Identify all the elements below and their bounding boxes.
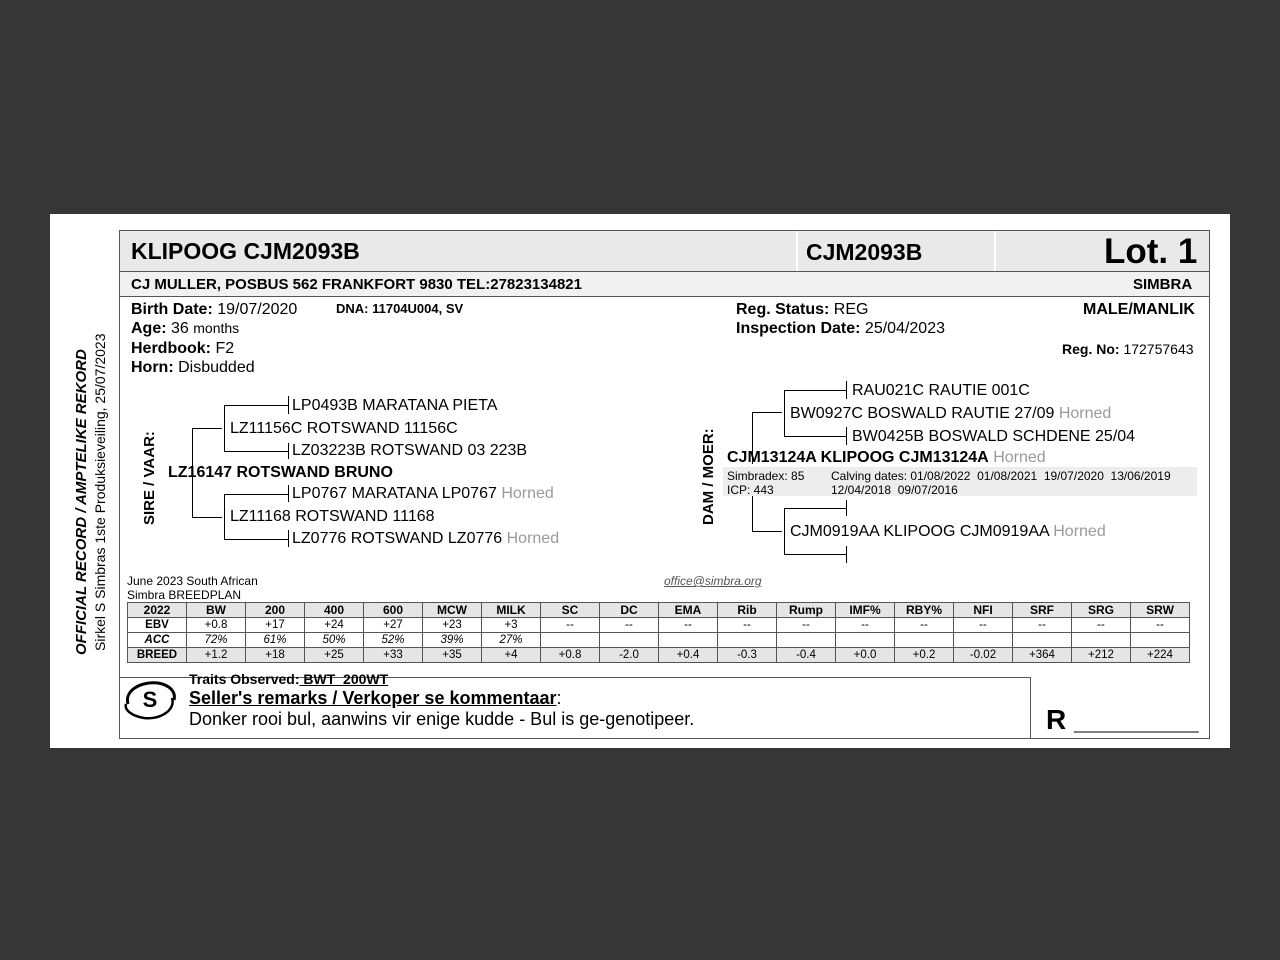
horned-note: Horned (501, 485, 554, 502)
sire-dam-tick (288, 443, 289, 459)
horned-note: Horned (1058, 405, 1112, 422)
reg-no-value: 172757643 (1123, 341, 1194, 357)
reg-status (736, 301, 868, 319)
dna-info: DNA: 11704U004, SV (336, 301, 464, 316)
logo-letter: S (142, 687, 158, 712)
dam-sire-sire-tick (846, 381, 847, 399)
breed-row (128, 648, 1190, 663)
reg-status-value: REG (833, 301, 869, 318)
ebv-cell: EBV (128, 618, 187, 633)
ebv-header-cell: SRG (1072, 603, 1131, 618)
ebv-cell: -- (541, 618, 600, 633)
age-unit: months (193, 320, 240, 336)
horned-note: Horned (1053, 523, 1106, 540)
acc-cell (777, 633, 836, 648)
ebv-cell: -- (836, 618, 895, 633)
dam-sire-sire: RAU021C RAUTIE 001C (852, 382, 1030, 399)
sire-sire-parent: LZ11156C ROTSWAND 11156C (230, 420, 458, 437)
inspection-date (736, 320, 945, 338)
ebv-header-cell: MCW (423, 603, 482, 618)
ebv-header-cell: 400 (305, 603, 364, 618)
reg-status-label: Reg. Status: (736, 301, 830, 318)
ebv-header-cell: RBY% (895, 603, 954, 618)
traits-label: Traits Observed: (189, 671, 300, 687)
breed-name: SIMBRA (1133, 276, 1193, 293)
dam-sire-tick (288, 485, 289, 502)
sex: MALE/MANLIK (1083, 301, 1195, 318)
dam-name-text: CJM13124A KLIPOOG CJM13124A (727, 449, 989, 466)
acc-cell: ACC (128, 633, 187, 648)
acc-row (128, 633, 1190, 648)
ebv-cell: +27 (364, 618, 423, 633)
breed-cell: -2.0 (600, 648, 659, 663)
sire-name: LZ16147 ROTSWAND BRUNO (168, 464, 393, 481)
price-box-divider (1030, 677, 1031, 738)
animal-id: CJM2093B (806, 239, 923, 265)
ebv-header-cell: SRF (1013, 603, 1072, 618)
birth-date-value: 19/07/2020 (217, 301, 298, 318)
icp: ICP: 443 (727, 483, 774, 497)
sire-bracket-bottom (192, 517, 222, 518)
dam-sire-dam-tick (846, 427, 847, 445)
sire-bracket-top (192, 428, 222, 429)
sire-label: SIRE / VAAR: (141, 431, 158, 525)
ebv-cell: -- (1013, 618, 1072, 633)
acc-cell (600, 633, 659, 648)
sire-dam-bracket (224, 494, 225, 540)
dam-sire-bracket (784, 390, 785, 436)
acc-cell (541, 633, 600, 648)
ebv-header-cell: SC (541, 603, 600, 618)
acc-cell: 27% (482, 633, 541, 648)
sire-dam-dam (292, 530, 559, 548)
lot-number: Lot. 1 (1104, 232, 1198, 271)
acc-cell (659, 633, 718, 648)
calving-dates-cont: 12/04/2018 09/07/2016 (831, 483, 958, 497)
ebv-table (127, 602, 1190, 663)
ebv-header-cell: MILK (482, 603, 541, 618)
ebv-header-cell: Rump (777, 603, 836, 618)
sire-sire-bracket-top (224, 405, 288, 406)
dam-bracket-lower (752, 496, 753, 532)
dam-dam-bracket-top (784, 508, 847, 509)
ebv-header-cell: 2022 (128, 603, 187, 618)
herdbook-value: F2 (215, 340, 235, 357)
sire-dam-sire (292, 485, 554, 503)
acc-cell: 39% (423, 633, 482, 648)
dam-bracket-bottom (752, 531, 782, 532)
price-field[interactable]: R ________ (1046, 704, 1199, 735)
breed-cell: +0.0 (836, 648, 895, 663)
dam-dam-bracket-bottom (784, 554, 847, 555)
official-record-label: OFFICIAL RECORD / AMPTELIKE REKORD (73, 349, 90, 655)
sirkel-s-logo-icon (120, 678, 180, 722)
sire-dam-bracket-bottom (224, 539, 288, 540)
birth-date (131, 301, 297, 319)
ebv-cell: +24 (305, 618, 364, 633)
acc-cell (1072, 633, 1131, 648)
acc-cell (954, 633, 1013, 648)
remarks-heading-text: Seller's remarks / Verkoper se kommentaar (189, 688, 557, 708)
breed-cell: +0.4 (659, 648, 718, 663)
dam-dam-sire-tick (846, 500, 847, 516)
ebv-header-cell: NFI (954, 603, 1013, 618)
remarks-heading-colon: : (556, 688, 562, 708)
ebv-header-row (128, 603, 1190, 618)
ebv-header-cell: SRW (1131, 603, 1190, 618)
ebv-cell: -- (895, 618, 954, 633)
horned-note: Horned (993, 449, 1046, 466)
horned-note: Horned (506, 530, 560, 547)
horn-label: Horn: (131, 359, 174, 376)
acc-cell: 50% (305, 633, 364, 648)
dam-sire-name: BW0927C BOSWALD RAUTIE 27/09 (790, 405, 1055, 422)
ebv-cell: -- (600, 618, 659, 633)
sire-dam-bracket-top (224, 494, 288, 495)
breeder-contact: CJ MULLER, POSBUS 562 FRANKFORT 9830 TEL:27823134821 (131, 276, 582, 293)
dam-bracket-top (752, 412, 782, 413)
ebv-cell: +0.8 (187, 618, 246, 633)
breed-cell: +224 (1131, 648, 1190, 663)
sire-sire-dam: LZ03223B ROTSWAND 03 223B (292, 442, 528, 459)
breed-cell: +1.2 (187, 648, 246, 663)
herdbook-label: Herdbook: (131, 340, 211, 357)
ebv-cell: -- (718, 618, 777, 633)
ebv-cell: +17 (246, 618, 305, 633)
ebv-cell: -- (1072, 618, 1131, 633)
acc-cell (836, 633, 895, 648)
dam-dam (790, 523, 1106, 541)
sire-sire-name: LP0493B MARATANA PIETA (292, 397, 498, 414)
breed-cell: +212 (1072, 648, 1131, 663)
age-value: 36 (171, 320, 189, 337)
ebv-header-cell: EMA (659, 603, 718, 618)
traits-value: BWT 200WT (299, 671, 389, 687)
traits-observed (189, 671, 388, 687)
reg-no-label: Reg. No: (1062, 341, 1120, 357)
breed-cell: +18 (246, 648, 305, 663)
horn-value: Disbudded (178, 359, 255, 376)
ebv-cell: -- (954, 618, 1013, 633)
acc-cell (895, 633, 954, 648)
acc-cell (1131, 633, 1190, 648)
remarks-text: Donker rooi bul, aanwins vir enige kudde - Bul is ge-genotipeer. (189, 709, 695, 729)
animal-name: KLIPOOG CJM2093B (131, 238, 360, 264)
sire-dam-sire-name: LP0767 MARATANA LP0767 (292, 485, 497, 502)
breed-cell: BREED (128, 648, 187, 663)
sale-name-label: Sirkel S Simbras 1ste Produksieveiling, 25/07/2023 (92, 333, 108, 651)
dam-dam-dam-tick (846, 546, 847, 563)
remarks-heading (189, 688, 562, 709)
acc-cell: 61% (246, 633, 305, 648)
horn (131, 359, 255, 377)
sire-dam-name: LZ11168 ROTSWAND 11168 (230, 508, 435, 525)
breed-cell: -0.02 (954, 648, 1013, 663)
breed-cell: +35 (423, 648, 482, 663)
breed-cell: +0.8 (541, 648, 600, 663)
inspection-date-label: Inspection Date: (736, 320, 861, 337)
breed-cell: +0.2 (895, 648, 954, 663)
sire-sire-bracket-bottom (224, 451, 288, 452)
birth-date-label: Birth Date: (131, 301, 213, 318)
inspection-date-value: 25/04/2023 (864, 320, 945, 337)
email-link[interactable]: office@simbra.org (664, 574, 762, 588)
ebv-header-cell: 200 (246, 603, 305, 618)
dam-sire-bracket-bottom (784, 436, 847, 437)
breedplan-subtitle: Simbra BREEDPLAN (127, 588, 242, 602)
sire-dam-dam-name: LZ0776 ROTSWAND LZ0776 (292, 530, 503, 547)
breed-cell: -0.3 (718, 648, 777, 663)
acc-cell (718, 633, 777, 648)
ebv-header-cell: BW (187, 603, 246, 618)
ebv-cell: +23 (423, 618, 482, 633)
breedplan-title: June 2023 South African (127, 574, 258, 588)
sire-sire-bracket (224, 405, 225, 452)
ebv-cell: +3 (482, 618, 541, 633)
ebv-header-cell: 600 (364, 603, 423, 618)
dam-name (727, 449, 1046, 467)
acc-cell: 52% (364, 633, 423, 648)
age (131, 320, 239, 338)
dam-sire (790, 405, 1111, 423)
ebv-cell: -- (777, 618, 836, 633)
dam-dam-tick (288, 530, 289, 547)
ebv-cell: -- (1131, 618, 1190, 633)
acc-cell (1013, 633, 1072, 648)
dam-label: DAM / MOER: (700, 428, 717, 525)
dam-sire-dam: BW0425B BOSWALD SCHDENE 25/04 (852, 428, 1136, 445)
acc-cell: 72% (187, 633, 246, 648)
dam-sire-bracket-top (784, 390, 847, 391)
herdbook (131, 340, 234, 358)
calving-dates: Calving dates: 01/08/2022 01/08/2021 19/07/2020 13/06/2019 (831, 469, 1171, 483)
dam-dam-bracket (784, 508, 785, 554)
ebv-header-cell: IMF% (836, 603, 895, 618)
breed-cell: +25 (305, 648, 364, 663)
ebv-header-cell: Rib (718, 603, 777, 618)
simbradex: Simbradex: 85 (727, 469, 805, 483)
breed-cell: -0.4 (777, 648, 836, 663)
dam-dam-name: CJM0919AA KLIPOOG CJM0919AA (790, 523, 1049, 540)
breed-cell: +33 (364, 648, 423, 663)
age-label: Age: (131, 320, 167, 337)
ebv-cell: -- (659, 618, 718, 633)
ebv-row (128, 618, 1190, 633)
breed-cell: +364 (1013, 648, 1072, 663)
breed-cell: +4 (482, 648, 541, 663)
reg-no (1062, 341, 1194, 357)
ebv-header-cell: DC (600, 603, 659, 618)
sire-sire-tick (288, 396, 289, 414)
